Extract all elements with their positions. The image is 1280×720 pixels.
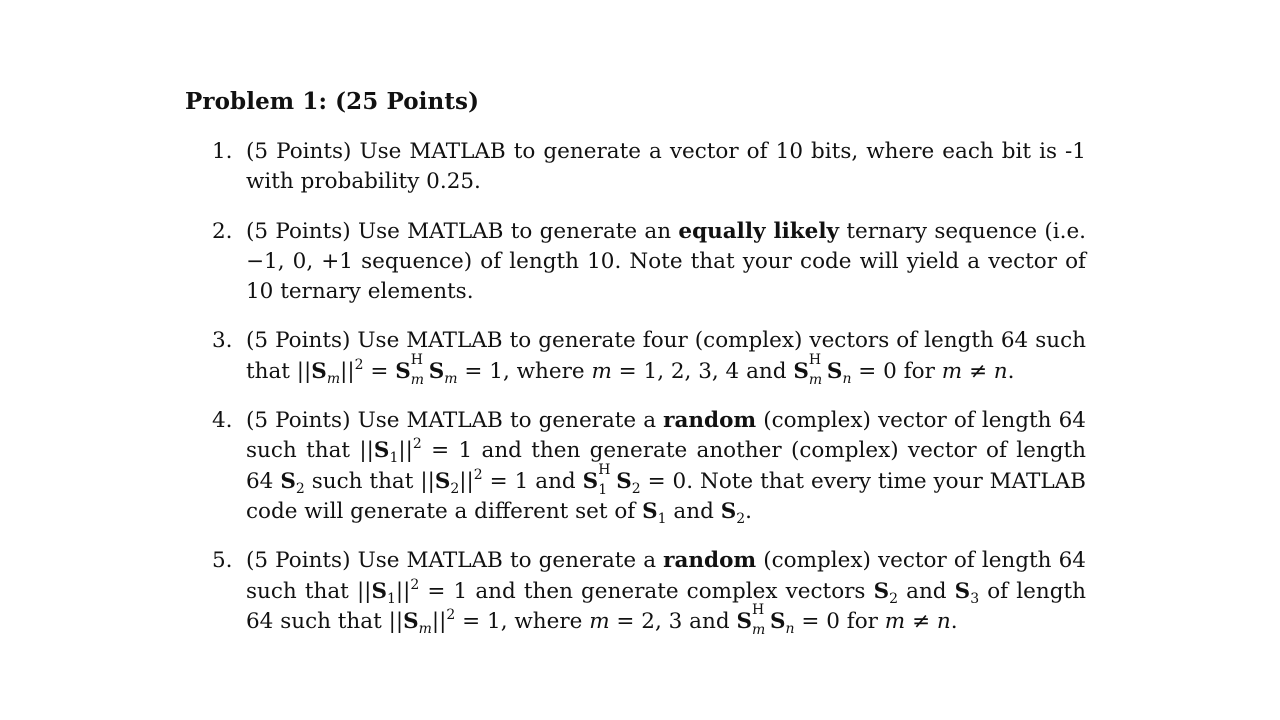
math-formula: $||S_m||^2 = S$ H m $S_m = 1$	[296, 351, 503, 388]
problem-item-1	[212, 137, 1092, 198]
item-number: 2.	[212, 218, 233, 244]
text-segment: (5 Points) Use MATLAB to generate four (complex) vectors of length 64 such that	[246, 328, 1086, 384]
text-segment: , where	[500, 608, 583, 634]
text-segment: of length 64 such that	[246, 578, 1086, 634]
math-formula: $||S_1||^2 = 1$	[356, 576, 468, 607]
math-formula: $S_1$	[642, 498, 667, 527]
text-segment: and	[689, 608, 730, 634]
text-segment: (5 Points) Use MATLAB to generate a	[246, 408, 664, 434]
problem-item-5	[212, 546, 1092, 637]
item-number: 3.	[212, 328, 233, 354]
text-segment: such that	[311, 468, 414, 494]
math-formula: m = 2, 3	[589, 608, 683, 634]
text-segment: . Note that every time your MATLAB code will generate a different set of	[246, 468, 1086, 524]
item-number: 5.	[212, 548, 233, 574]
text-segment: for	[846, 608, 878, 634]
problem-list	[212, 137, 1092, 656]
text-segment: (5 Points) Use MATLAB to generate a	[246, 548, 664, 574]
text-segment: for	[903, 358, 935, 384]
text-segment: (complex) vector of length 64 such that	[246, 548, 1086, 604]
math-formula: m ≠ n.	[884, 608, 958, 634]
math-formula: $S_3$	[954, 578, 980, 607]
item-text: (5 Points) Use MATLAB to generate a vector of 10 bits, where each bit is -1 with probability 0.25.	[246, 139, 1086, 195]
text-segment: (complex) vector of length 64 such that	[246, 408, 1086, 464]
item-text	[246, 217, 1086, 308]
emphasis-text: random	[663, 548, 757, 574]
item-text	[246, 326, 1086, 387]
item-text	[246, 406, 1086, 527]
problem-heading: Problem 1: (25 Points)	[185, 88, 480, 115]
math-formula: S H m $S_n = 0$	[793, 351, 897, 388]
math-formula: $S_2$	[280, 468, 305, 497]
math-formula: S H m $S_n = 0$	[736, 601, 840, 638]
math-formula: $S_2$	[873, 578, 899, 607]
problem-item-4	[212, 406, 1092, 527]
item-text	[246, 546, 1086, 637]
emphasis-text: random	[663, 408, 757, 434]
item-number: 1.	[212, 139, 233, 164]
math-formula: m = 1, 2, 3, 4	[591, 358, 740, 384]
item-number: 4.	[212, 408, 233, 434]
text-segment: ternary sequence (i.e. −1, 0, +1 sequence) of length 10. Note that your code will yield a vector of 10 ternary elements.	[246, 218, 1086, 305]
math-formula: $S_2$.	[720, 498, 752, 527]
text-segment: and then generate complex vectors	[475, 578, 866, 604]
text-segment: and then generate another (complex) vector of length 64	[246, 438, 1086, 494]
problem-item-3	[212, 326, 1092, 387]
text-segment: (5 Points) Use MATLAB to generate an	[246, 218, 679, 244]
emphasis-text: equally likely	[678, 218, 840, 244]
text-segment: and	[906, 578, 947, 604]
problem-item-2	[212, 217, 1092, 308]
math-formula: $||S_2||^2 = 1$	[420, 466, 529, 497]
math-formula: $||S_1||^2 = 1$	[359, 436, 473, 467]
text-segment: , where	[502, 358, 585, 384]
text-segment: and	[535, 468, 576, 494]
math-formula: $||S_m||^2 = 1$	[388, 606, 501, 637]
math-formula: S H 1 $S_2 = 0$	[582, 461, 687, 498]
text-segment: and	[746, 358, 787, 384]
math-formula: m ≠ n.	[941, 358, 1015, 384]
text-segment: and	[673, 498, 714, 524]
